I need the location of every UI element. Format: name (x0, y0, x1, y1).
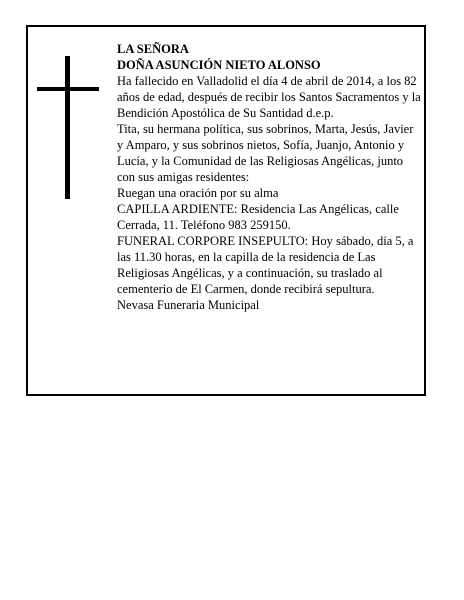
wake-info: CAPILLA ARDIENTE: Residencia Las Angélicas, calle Cerrada, 11. Teléfono 983 259150. (117, 202, 399, 232)
cross-horizontal-bar (37, 87, 99, 91)
funeral-info: FUNERAL CORPORE INSEPULTO: Hoy sábado, día 5, a las 11.30 horas, en la capilla de la residencia de Las Religiosas Angélicas, y a continuación, su traslado al cementerio de El Carmen, donde recibirá sepultura. (117, 234, 414, 296)
obituary-notice (26, 25, 426, 396)
latin-cross-icon (37, 56, 99, 199)
prayer-request: Ruegan una oración por su alma (117, 186, 279, 200)
deceased-name: DOÑA ASUNCIÓN NIETO ALONSO (117, 58, 321, 72)
notice-title: LA SEÑORA (117, 42, 189, 56)
death-announcement: Ha fallecido en Valladolid el día 4 de abril de 2014, a los 82 años de edad, después de recibir los Santos Sacramentos y la Bendición Apostólica de Su Santidad d.e.p. (117, 74, 421, 120)
notice-text (117, 41, 422, 313)
cross-vertical-bar (65, 56, 70, 199)
family-mourners: Tita, su hermana política, sus sobrinos, Marta, Jesús, Javier y Amparo, y sus sobrinos nietos, Sofía, Juanjo, Antonio y Lucía, y la Comunidad de las Religiosas Angélicas, junto con sus amigas residentes: (117, 122, 414, 184)
funeral-home: Nevasa Funeraria Municipal (117, 298, 260, 312)
